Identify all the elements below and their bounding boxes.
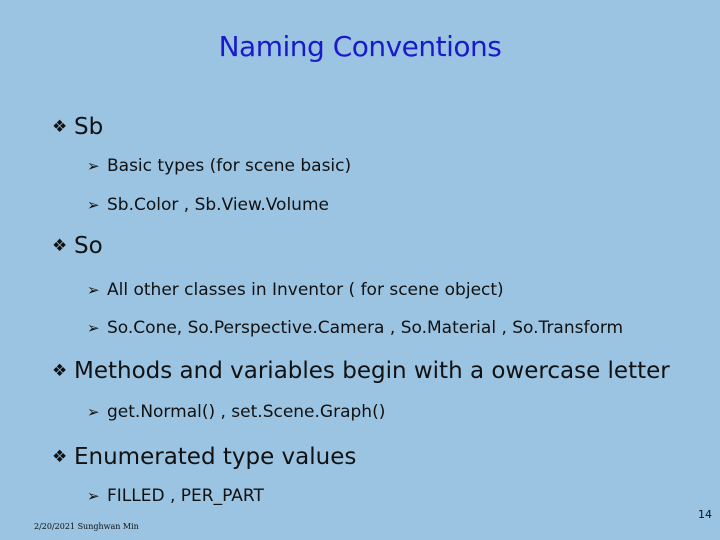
page-number: 14 <box>698 508 712 521</box>
diamond-bullet-icon: ❖ <box>52 236 68 256</box>
bullet-text: Enumerated type values <box>74 444 357 470</box>
bullet-text: Methods and variables begin with a owercase letter <box>74 358 670 384</box>
arrow-bullet-icon: ➢ <box>87 403 100 421</box>
arrow-bullet-icon: ➢ <box>87 196 100 214</box>
diamond-bullet-icon: ❖ <box>52 361 68 381</box>
diamond-bullet-icon: ❖ <box>52 117 68 137</box>
arrow-bullet-icon: ➢ <box>87 157 100 175</box>
bullet-so <box>52 233 103 259</box>
sub-bullet-text: get.Normal() , set.Scene.Graph() <box>107 402 386 422</box>
slide-title: Naming Conventions <box>218 30 502 63</box>
arrow-bullet-icon: ➢ <box>87 319 100 337</box>
bullet-text: Sb <box>74 114 104 140</box>
bullet-enumerated <box>52 444 356 470</box>
sub-bullet-text: Sb.Color , Sb.View.Volume <box>107 195 329 215</box>
sub-bullet <box>87 280 504 300</box>
diamond-bullet-icon: ❖ <box>52 447 68 467</box>
sub-bullet <box>87 195 329 215</box>
sub-bullet <box>87 486 264 506</box>
sub-bullet <box>87 402 385 422</box>
arrow-bullet-icon: ➢ <box>87 281 100 299</box>
sub-bullet-text: FILLED , PER_PART <box>107 486 264 506</box>
sub-bullet-text: So.Cone, So.Perspective.Camera , So.Material , So.Transform <box>107 318 624 338</box>
bullet-methods <box>52 358 670 384</box>
footer-date-author: 2/20/2021 Sunghwan Min <box>34 522 139 531</box>
bullet-text: So <box>74 233 103 259</box>
sub-bullet-text: All other classes in Inventor ( for scene object) <box>107 280 504 300</box>
bullet-sb <box>52 114 103 140</box>
sub-bullet <box>87 318 623 338</box>
arrow-bullet-icon: ➢ <box>87 487 100 505</box>
sub-bullet-text: Basic types (for scene basic) <box>107 156 352 176</box>
sub-bullet <box>87 156 351 176</box>
